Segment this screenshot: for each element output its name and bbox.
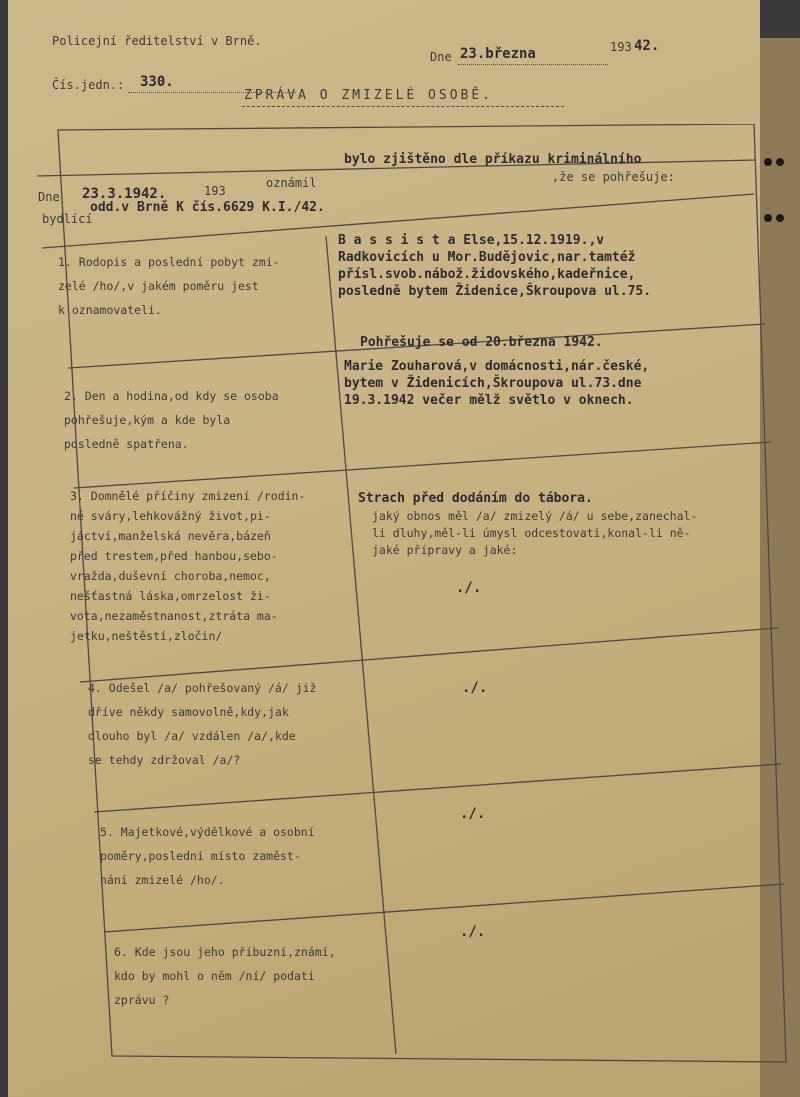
document-title: ZPRÁVA O ZMIZELÉ OSOBĚ. <box>244 88 494 103</box>
date-value: 23.března <box>460 46 536 62</box>
row-3-question: 3. Domnělé příčiny zmizení /rodin- né sváry,lehkovážný život,pi- jáctví,manželská nevěra,bázeň před trestem,před hanbou,sebo- vražda,duševní choroba,nemoc, nešťastná láska,omrzelost ži- vota,nezaměstnanost,ztráta ma- jetku,neštěstí,zločin/ <box>70 489 306 643</box>
intro-pohresuje-label: ,že se pohřešuje: <box>552 170 675 184</box>
intro-dne-value: 23.3.1942. <box>82 186 167 202</box>
row-1-answer: B a s s i s t a Else,15.12.1919.,v Radkovicích u Mor.Budějovic,nar.tamtéž přísl.svob.nábož.židovského,kadeřnice, posledně bytem Židenice,Škroupova ul.75. <box>338 233 652 299</box>
intro-oznamil-value: bylo zjištěno dle příkazu kriminálního <box>344 152 642 167</box>
intro-dne-label: Dne <box>38 190 60 204</box>
ref-value: 330. <box>140 74 174 90</box>
punch-hole <box>776 214 784 222</box>
row-3-answer-heading: Strach před dodáním do tábora. <box>358 491 593 506</box>
row-4-answer: ./. <box>462 680 488 696</box>
intro-bydlici-value: odd.v Brně K čís.6629 K.I./42. <box>90 200 325 215</box>
form-paper <box>8 0 760 1097</box>
date-rule <box>458 64 608 65</box>
row-1-question: 1. Rodopis a poslední pobyt zmi- zelé /ho/,v jakém poměru jest k oznamovateli. <box>58 255 280 317</box>
title-underline <box>242 106 564 107</box>
punch-hole <box>764 214 772 222</box>
row-6-question: 6. Kde jsou jeho příbuzní,známí, kdo by mohl o něm /ní/ podati zprávu ? <box>114 945 336 1007</box>
punch-hole <box>764 158 772 166</box>
row-3-answer: ./. <box>456 580 482 596</box>
punch-hole <box>776 158 784 166</box>
row-3-sub-prompt: jaký obnos měl /a/ zmizelý /á/ u sebe,zanechal- li dluhy,měl-li úmysl odcestovati,konal-li ně- jaké přípravy a jaké: <box>372 509 698 557</box>
row-6-answer: ./. <box>460 924 486 940</box>
intro-bydlici-label: bydlící <box>42 212 93 226</box>
ref-label: Čís.jedn.: <box>52 78 125 92</box>
row-5-answer: ./. <box>460 806 486 822</box>
office-name: Policejní ředitelství v Brně. <box>52 34 262 48</box>
row-2-question: 2. Den a hodina,od kdy se osoba pohřešuje,kým a kde byla posledně spatřena. <box>64 389 279 451</box>
date-label: Dne <box>430 50 452 64</box>
row-2-answer: Marie Zouharová,v domácnosti,nár.české, bytem v Židenicích,Škroupova ul.73.dne 19.3.1942 večer mělž světlo v oknech. <box>344 359 650 408</box>
intro-oznamil-label: oznámil <box>266 176 317 190</box>
intro-year-prefix: 193 <box>204 184 226 198</box>
row-5-question: 5. Majetkové,výdělkové a osobní poměry,poslední místo zaměst- nání zmizelé /ho/. <box>100 825 315 887</box>
year-prefix: 193 <box>610 40 632 54</box>
row-2-answer-heading: Pohřešuje se od 20.března 1942. <box>360 335 603 350</box>
row-4-question: 4. Odešel /a/ pohřešovaný /á/ již dříve někdy samovolně,kdy,jak dlouho byl /a/ vzdálen /a/,kde se tehdy zdržoval /a/? <box>88 681 317 767</box>
year-value: 42. <box>634 38 660 54</box>
